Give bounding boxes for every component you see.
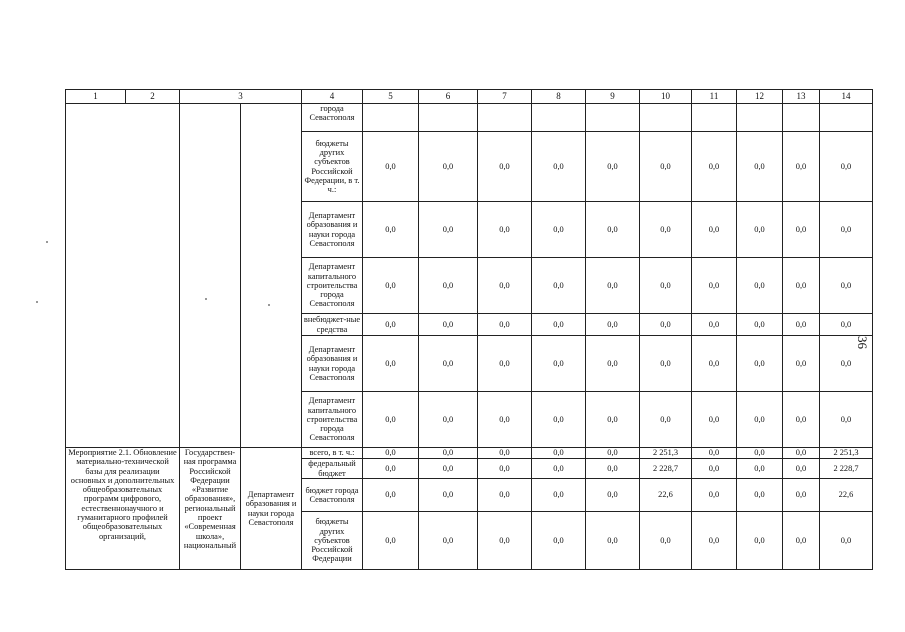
value-cell: 0,0 (532, 202, 586, 258)
value-cell: 0,0 (783, 479, 820, 512)
value-cell: 0,0 (737, 314, 783, 336)
funding-source-cell: Департамент капитального строительства города Севастополя (302, 392, 363, 448)
value-cell: 0,0 (363, 392, 419, 448)
value-cell: 0,0 (478, 392, 532, 448)
value-cell: 2 251,3 (820, 448, 873, 459)
value-cell: 0,0 (640, 392, 692, 448)
value-cell: 0,0 (363, 314, 419, 336)
value-cell (737, 104, 783, 132)
header-cell-11: 11 (692, 90, 737, 104)
merged-name-cell (66, 104, 180, 448)
page-number: 36 (855, 336, 870, 349)
header-cell-7: 7 (478, 90, 532, 104)
value-cell: 0,0 (820, 314, 873, 336)
budget-table (65, 89, 873, 570)
header-cell-12: 12 (737, 90, 783, 104)
value-cell: 0,0 (783, 202, 820, 258)
value-cell: 0,0 (478, 512, 532, 570)
table-row (66, 104, 873, 132)
value-cell (820, 104, 873, 132)
value-cell (783, 104, 820, 132)
funding-source-cell: бюджеты других субъектов Российской Федерации, в т. ч.: (302, 132, 363, 202)
scan-speck (36, 301, 38, 303)
value-cell: 0,0 (363, 336, 419, 392)
value-cell: 0,0 (737, 479, 783, 512)
funding-source-cell: бюджеты других субъектов Российской Федерации (302, 512, 363, 570)
value-cell: 0,0 (478, 132, 532, 202)
funding-source-cell: Департамент капитального строительства города Севастополя (302, 258, 363, 314)
value-cell: 0,0 (478, 448, 532, 459)
value-cell: 0,0 (532, 314, 586, 336)
value-cell: 0,0 (640, 202, 692, 258)
measure-title-cell: Мероприятие 2.1. Обновление материально-технической базы для реализации основных и дополнительных общеобразовательных программ цифрового, естественнонаучного и гуманитарного профилей общеобразовательных организаций, (66, 448, 180, 570)
scan-speck (268, 304, 270, 306)
value-cell: 0,0 (532, 392, 586, 448)
header-cell-9: 9 (586, 90, 640, 104)
budget-table-sheet (65, 89, 873, 570)
merged-program-cell (180, 104, 241, 448)
value-cell (586, 104, 640, 132)
funding-source-cell: Департамент образования и науки города Севастополя (302, 336, 363, 392)
header-cell-10: 10 (640, 90, 692, 104)
scan-speck (46, 241, 48, 243)
value-cell: 0,0 (586, 459, 640, 479)
measure-program-cell: Государствен-ная программа Российской Федерации «Развитие образования», региональный проект «Современная школа», национальный (180, 448, 241, 570)
value-cell: 0,0 (692, 392, 737, 448)
value-cell: 0,0 (692, 258, 737, 314)
value-cell: 0,0 (363, 512, 419, 570)
funding-source-cell: федеральный бюджет (302, 459, 363, 479)
value-cell: 0,0 (586, 132, 640, 202)
value-cell: 0,0 (532, 479, 586, 512)
measure-executor-cell: Департамент образования и науки города Севастополя (241, 448, 302, 570)
value-cell (692, 104, 737, 132)
value-cell: 0,0 (532, 132, 586, 202)
value-cell: 0,0 (363, 459, 419, 479)
value-cell: 0,0 (419, 314, 478, 336)
value-cell: 0,0 (419, 459, 478, 479)
value-cell: 0,0 (820, 258, 873, 314)
value-cell: 0,0 (737, 512, 783, 570)
funding-source-cell: Департамент образования и науки города Севастополя (302, 202, 363, 258)
value-cell (640, 104, 692, 132)
column-number-row (66, 90, 873, 104)
value-cell: 0,0 (692, 459, 737, 479)
value-cell: 0,0 (737, 459, 783, 479)
value-cell: 0,0 (586, 479, 640, 512)
value-cell: 0,0 (640, 512, 692, 570)
value-cell: 0,0 (640, 336, 692, 392)
value-cell: 0,0 (783, 392, 820, 448)
value-cell: 2 228,7 (820, 459, 873, 479)
value-cell: 0,0 (820, 202, 873, 258)
value-cell: 0,0 (419, 202, 478, 258)
value-cell: 0,0 (478, 459, 532, 479)
value-cell (478, 104, 532, 132)
value-cell: 0,0 (783, 459, 820, 479)
value-cell: 0,0 (586, 336, 640, 392)
header-cell-1: 1 (66, 90, 126, 104)
value-cell: 0,0 (419, 512, 478, 570)
value-cell (363, 104, 419, 132)
value-cell: 0,0 (737, 132, 783, 202)
funding-source-cell: внебюджет-ные средства (302, 314, 363, 336)
value-cell: 0,0 (783, 512, 820, 570)
value-cell: 0,0 (363, 258, 419, 314)
value-cell: 22,6 (640, 479, 692, 512)
value-cell: 0,0 (478, 314, 532, 336)
value-cell: 0,0 (640, 132, 692, 202)
value-cell: 0,0 (478, 336, 532, 392)
value-cell: 0,0 (820, 336, 873, 392)
value-cell: 0,0 (783, 448, 820, 459)
header-cell-14: 14 (820, 90, 873, 104)
value-cell: 0,0 (586, 314, 640, 336)
value-cell: 22,6 (820, 479, 873, 512)
header-cell-13: 13 (783, 90, 820, 104)
value-cell: 0,0 (586, 512, 640, 570)
value-cell (532, 104, 586, 132)
value-cell: 0,0 (419, 479, 478, 512)
value-cell: 0,0 (783, 132, 820, 202)
value-cell: 0,0 (640, 314, 692, 336)
value-cell: 0,0 (692, 336, 737, 392)
value-cell: 0,0 (532, 258, 586, 314)
value-cell: 0,0 (820, 512, 873, 570)
funding-source-cell: города Севастополя (302, 104, 363, 132)
value-cell: 0,0 (532, 448, 586, 459)
header-cell-2: 2 (126, 90, 180, 104)
value-cell: 0,0 (532, 459, 586, 479)
value-cell: 0,0 (363, 202, 419, 258)
value-cell: 0,0 (692, 512, 737, 570)
value-cell: 0,0 (783, 258, 820, 314)
value-cell: 2 251,3 (640, 448, 692, 459)
funding-source-cell: всего, в т. ч.: (302, 448, 363, 459)
value-cell: 0,0 (586, 448, 640, 459)
value-cell: 0,0 (640, 258, 692, 314)
header-cell-6: 6 (419, 90, 478, 104)
value-cell: 0,0 (737, 258, 783, 314)
header-cell-8: 8 (532, 90, 586, 104)
value-cell: 2 228,7 (640, 459, 692, 479)
value-cell: 0,0 (419, 336, 478, 392)
value-cell: 0,0 (586, 258, 640, 314)
value-cell: 0,0 (586, 392, 640, 448)
value-cell: 0,0 (737, 392, 783, 448)
value-cell: 0,0 (820, 132, 873, 202)
value-cell: 0,0 (419, 392, 478, 448)
value-cell: 0,0 (419, 132, 478, 202)
value-cell: 0,0 (783, 336, 820, 392)
table-row (66, 448, 873, 459)
merged-executor-cell (241, 104, 302, 448)
value-cell: 0,0 (737, 202, 783, 258)
value-cell: 0,0 (478, 258, 532, 314)
header-cell-4: 4 (302, 90, 363, 104)
value-cell: 0,0 (478, 479, 532, 512)
header-cell-3: 3 (180, 90, 302, 104)
value-cell: 0,0 (363, 479, 419, 512)
value-cell: 0,0 (783, 314, 820, 336)
scan-speck (205, 298, 207, 300)
value-cell: 0,0 (692, 202, 737, 258)
value-cell: 0,0 (820, 392, 873, 448)
value-cell: 0,0 (532, 336, 586, 392)
value-cell: 0,0 (692, 132, 737, 202)
value-cell: 0,0 (363, 132, 419, 202)
value-cell (419, 104, 478, 132)
value-cell: 0,0 (737, 336, 783, 392)
value-cell: 0,0 (532, 512, 586, 570)
value-cell: 0,0 (419, 258, 478, 314)
value-cell: 0,0 (737, 448, 783, 459)
value-cell: 0,0 (692, 448, 737, 459)
value-cell: 0,0 (692, 479, 737, 512)
header-cell-5: 5 (363, 90, 419, 104)
value-cell: 0,0 (692, 314, 737, 336)
value-cell: 0,0 (419, 448, 478, 459)
value-cell: 0,0 (586, 202, 640, 258)
value-cell: 0,0 (363, 448, 419, 459)
value-cell: 0,0 (478, 202, 532, 258)
funding-source-cell: бюджет города Севастополя (302, 479, 363, 512)
